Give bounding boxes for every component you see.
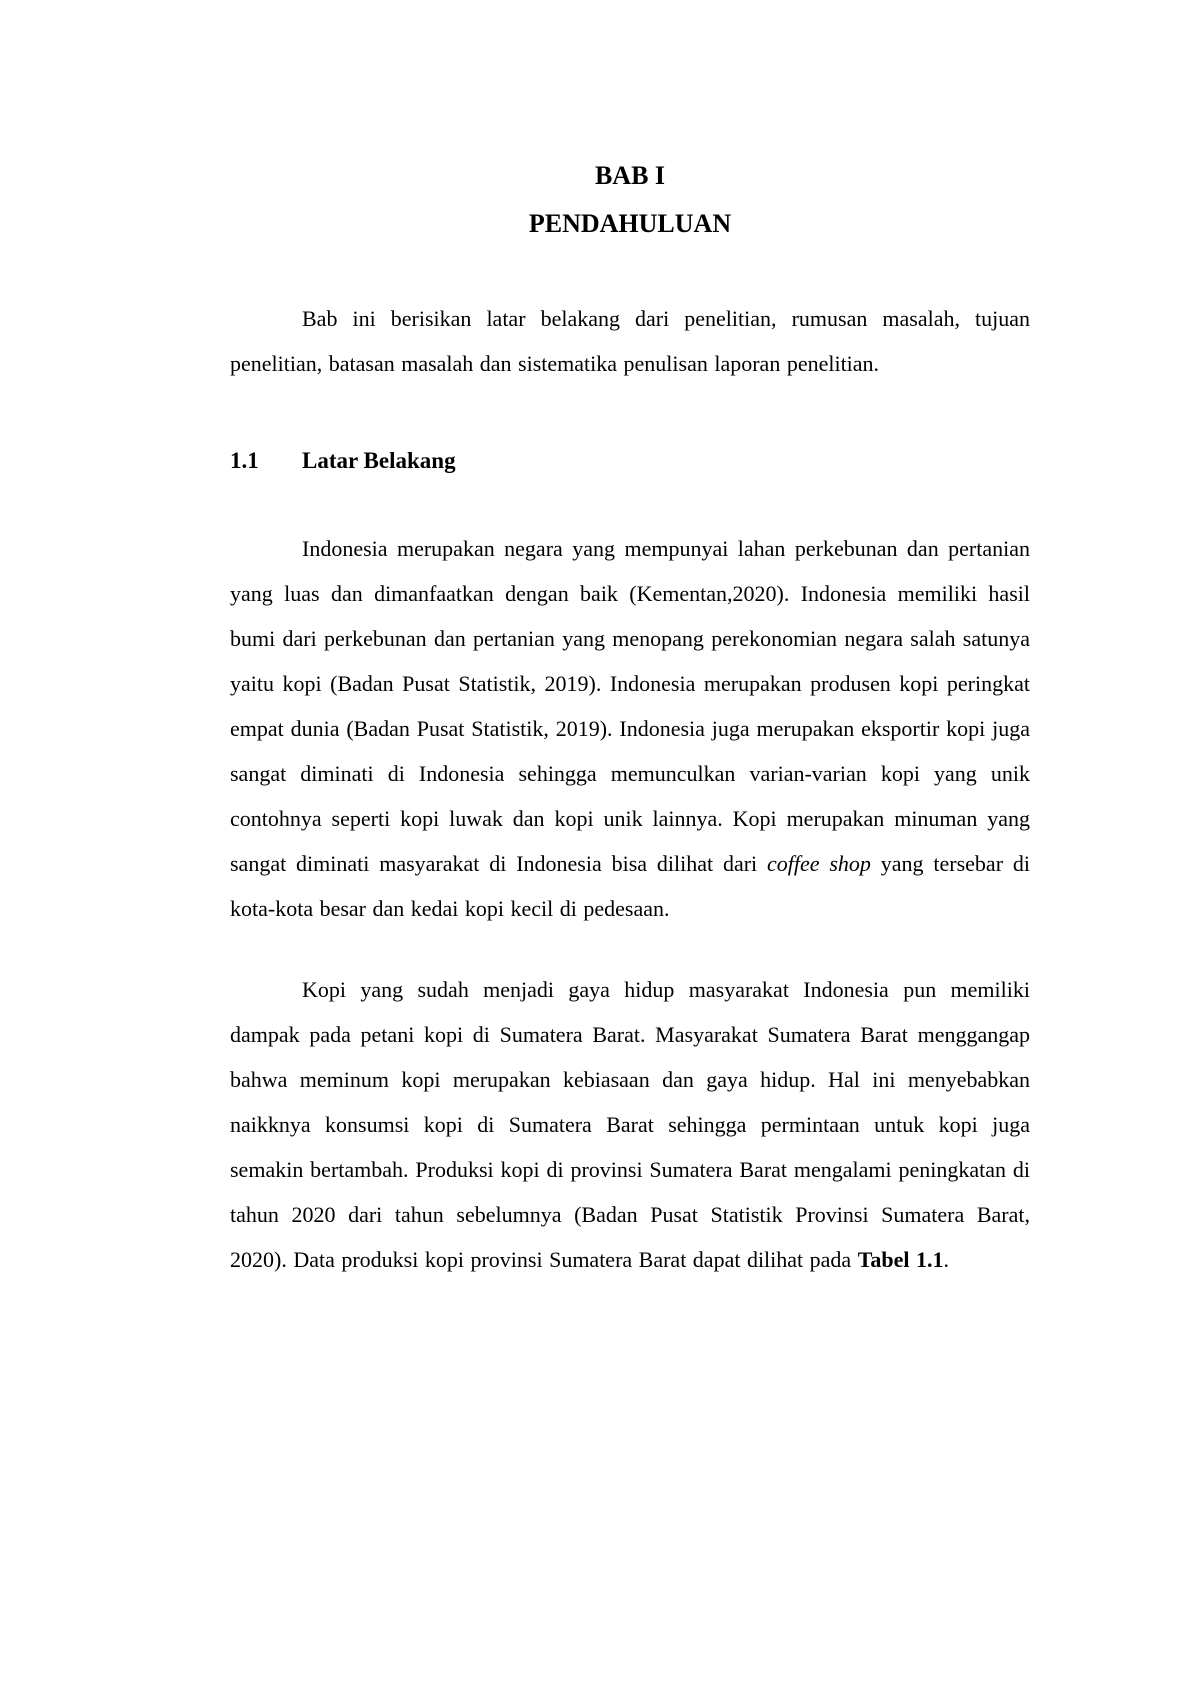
- text-segment-normal: Kopi yang sudah menjadi gaya hidup masyarakat Indonesia pun memiliki dampak pada petani kopi di Sumatera Barat. Masyarakat Sumatera Barat menggangap bahwa meminum kopi merupakan kebiasaan dan gaya hidup. Hal ini menyebabkan naikknya konsumsi kopi di Sumatera Barat sehingga permintaan untuk kopi juga semakin bertambah. Produksi kopi di provinsi Sumatera Barat mengalami peningkatan di tahun 2020 dari tahun sebelumnya (Badan Pusat Statistik Provinsi Sumatera Barat, 2020). Data produksi kopi provinsi Sumatera Barat dapat dilihat pada: [230, 977, 1030, 1272]
- paragraph-latar-belakang-1: [230, 526, 1030, 931]
- text-segment-normal: yang tersebar di kota-kota besar dan kedai kopi kecil di pedesaan.: [230, 851, 1030, 921]
- section-heading: [230, 444, 1030, 478]
- chapter-subtitle: PENDAHULUAN: [528, 209, 732, 238]
- paragraph-latar-belakang-2: [230, 967, 1030, 1282]
- text-segment-bold: Tabel 1.1: [857, 1247, 944, 1272]
- intro-paragraph: Bab ini berisikan latar belakang dari penelitian, rumusan masalah, tujuan penelitian, batasan masalah dan sistematika penulisan laporan penelitian.: [230, 306, 1030, 376]
- text-segment-italic: coffee shop: [767, 851, 871, 876]
- text-segment-normal: Indonesia merupakan negara yang mempunyai lahan perkebunan dan pertanian yang luas dan dimanfaatkan dengan baik (Kementan,2020). Indonesia memiliki hasil bumi dari perkebunan dan pertanian yang menopang perekonomian negara salah satunya yaitu kopi (Badan Pusat Statistik, 2019). Indonesia merupakan produsen kopi peringkat empat dunia (Badan Pusat Statistik, 2019). Indonesia juga merupakan eksportir kopi juga sangat diminati di Indonesia sehingga memunculkan varian-varian kopi yang unik contohnya seperti kopi luwak dan kopi unik lainnya. Kopi merupakan minuman yang sangat diminati masyarakat di Indonesia bisa dilihat dari: [230, 536, 1030, 876]
- section-number: 1.1: [230, 448, 259, 473]
- section-title: Latar Belakang: [302, 448, 456, 473]
- chapter-title: BAB I: [594, 161, 666, 190]
- chapter-header: [230, 152, 1030, 248]
- text-segment-normal: .: [943, 1247, 949, 1272]
